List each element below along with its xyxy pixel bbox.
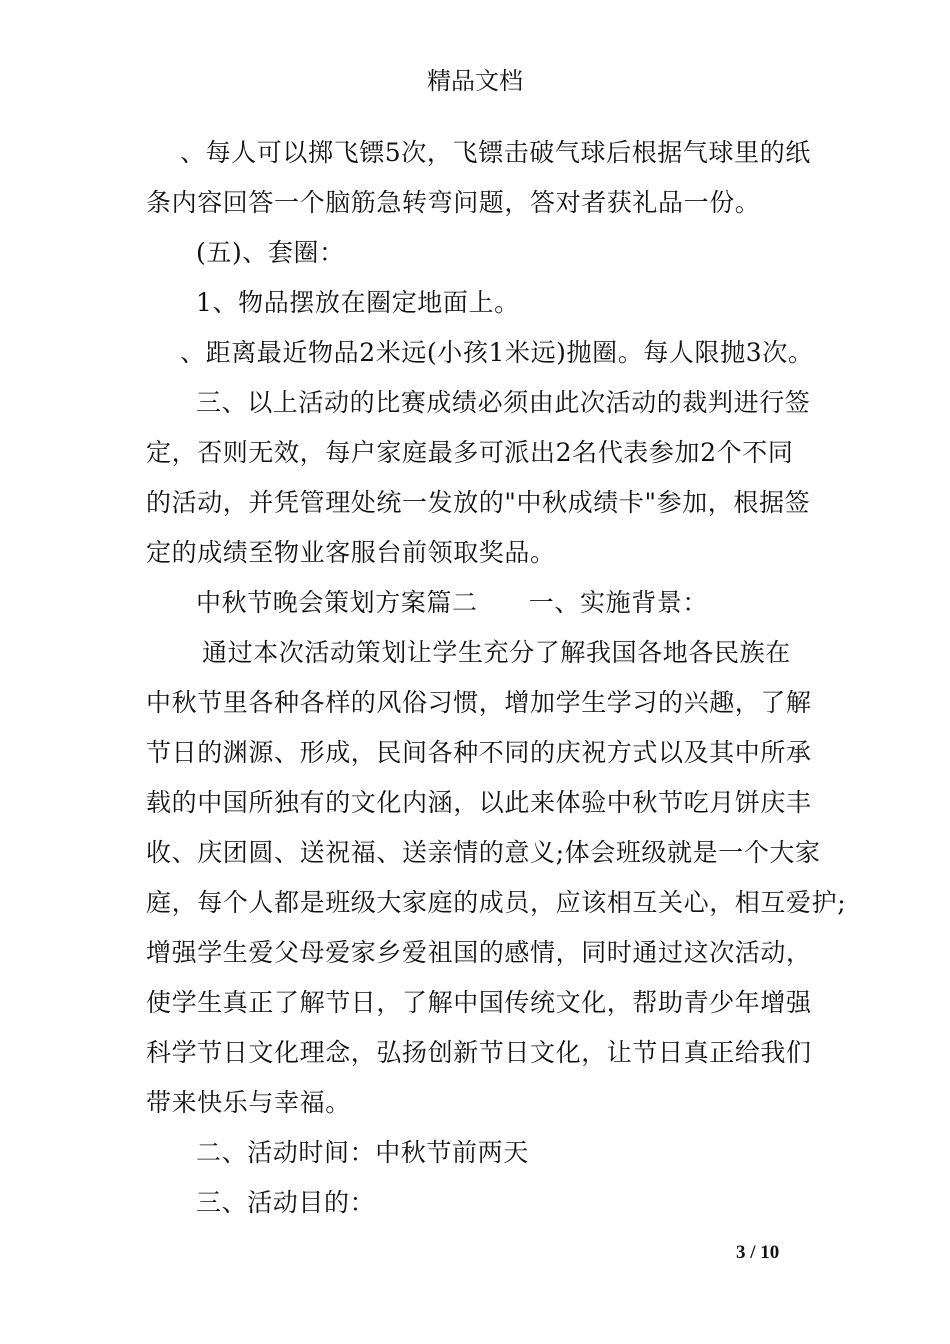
text-line: 节日的渊源、形成，民间各种不同的庆祝方式以及其中所承 [146, 738, 812, 767]
text-line: 、距离最近物品2米远(小孩1米远)抛圈。每人限抛3次。 [180, 338, 814, 367]
text-line: 三、活动目的： [196, 1188, 376, 1217]
text-line: 定的成绩至物业客服台前领取奖品。 [146, 538, 556, 567]
text-line: 的活动，并凭管理处统一发放的"中秋成绩卡"参加，根据签 [146, 488, 811, 517]
text-line: 条内容回答一个脑筋急转弯问题，答对者获礼品一份。 [146, 188, 761, 217]
text-line: 庭，每个人都是班级大家庭的成员，应该相互关心，相互爱护; [146, 888, 847, 917]
text-line: 通过本次活动策划让学生充分了解我国各地各民族在 [202, 638, 791, 667]
text-line: 使学生真正了解节日，了解中国传统文化，帮助青少年增强 [146, 988, 812, 1017]
text-line: 1、物品摆放在圈定地面上。 [196, 288, 520, 317]
text-line: 三、以上活动的比赛成绩必须由此次活动的裁判进行签 [196, 388, 811, 417]
page-header: 精品文档 [427, 67, 523, 95]
text-line: 定，否则无效，每户家庭最多可派出2名代表参加2个不同 [146, 438, 794, 467]
text-line: 中秋节里各种各样的风俗习惯，增加学生学习的兴趣，了解 [146, 688, 812, 717]
text-line: 增强学生爱父母爱家乡爱祖国的感情，同时通过这次活动， [146, 938, 812, 967]
text-line: 中秋节晚会策划方案篇二 一、实施背景： [196, 588, 709, 617]
text-line: 、每人可以掷飞镖5次，飞镖击破气球后根据气球里的纸 [180, 138, 811, 167]
page-number: 3 / 10 [736, 1242, 780, 1263]
text-line: 科学节日文化理念，弘扬创新节日文化，让节日真正给我们 [146, 1038, 812, 1067]
text-line: 带来快乐与幸福。 [146, 1088, 351, 1117]
document-body [146, 128, 847, 1228]
text-line: (五)、套圈： [196, 238, 345, 267]
text-line: 二、活动时间：中秋节前两天 [196, 1138, 529, 1167]
text-line: 收、庆团圆、送祝福、送亲情的意义;体会班级就是一个大家 [146, 838, 821, 867]
text-line: 载的中国所独有的文化内涵，以此来体验中秋节吃月饼庆丰 [146, 788, 812, 817]
